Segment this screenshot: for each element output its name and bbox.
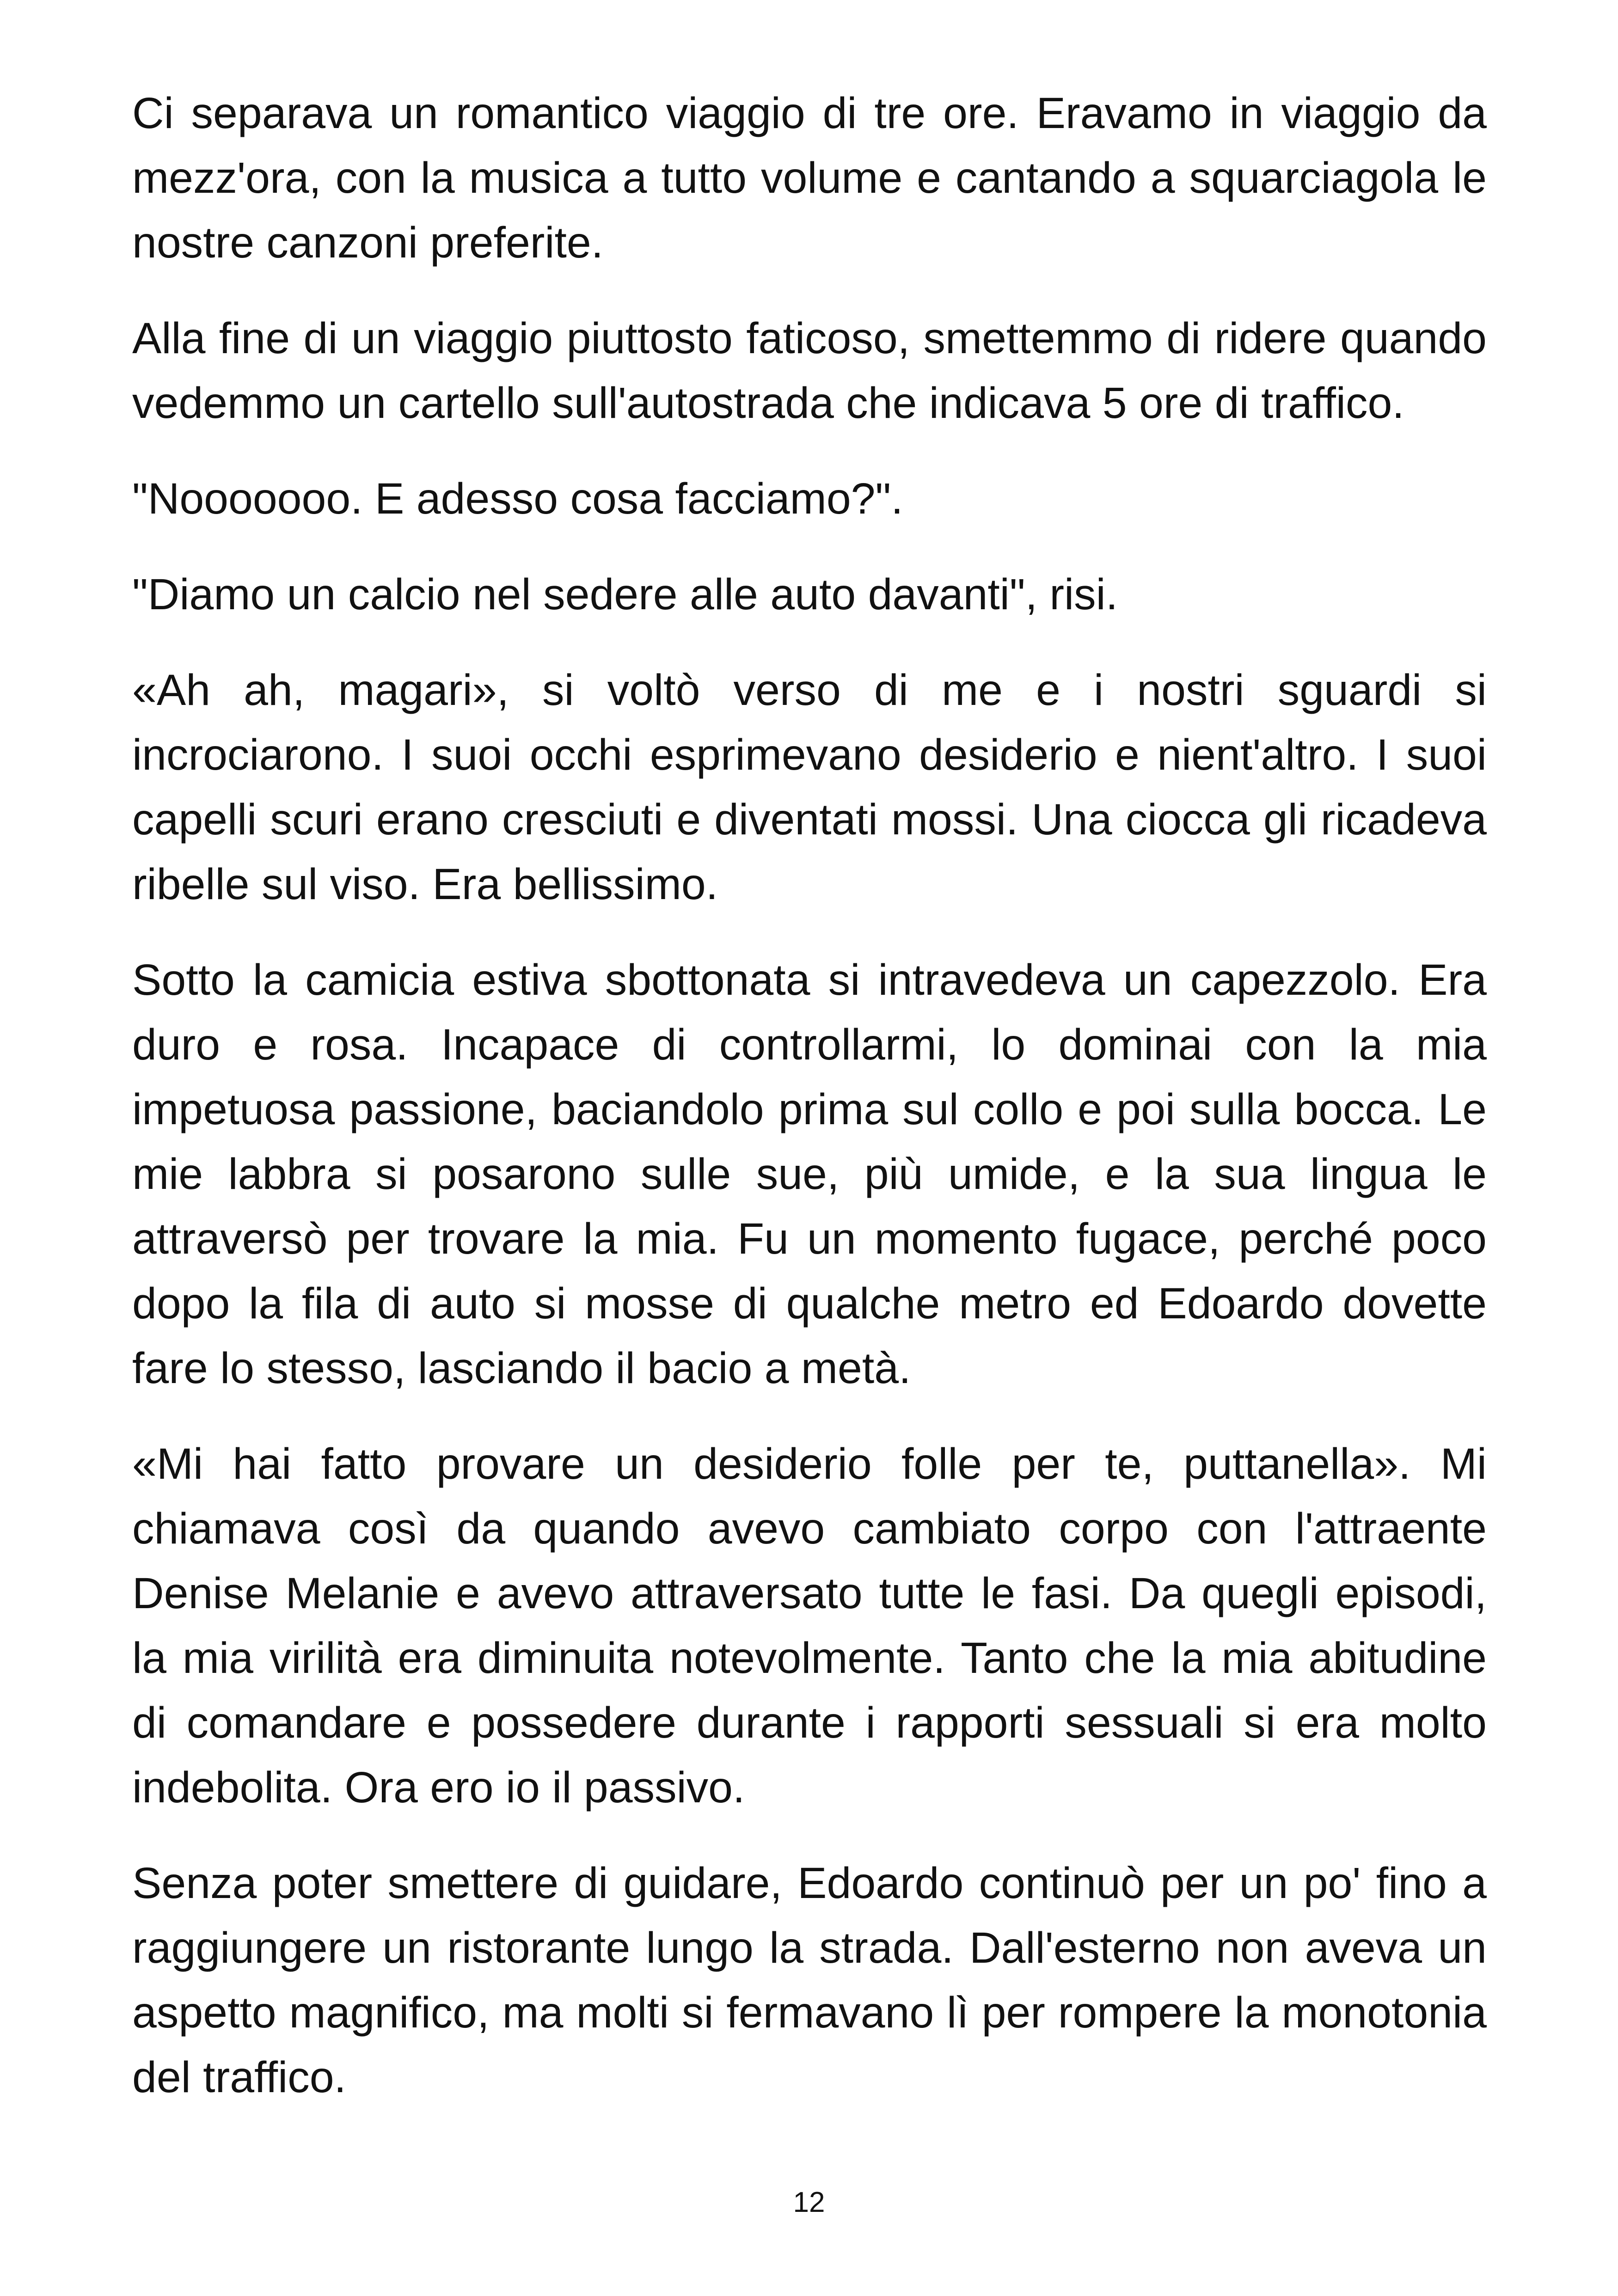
paragraph-4: "Diamo un calcio nel sedere alle auto davanti", risi.: [132, 570, 1118, 619]
paragraph-3: "Nooooooo. E adesso cosa facciamo?".: [132, 474, 903, 523]
paragraph-8: Senza poter smettere di guidare, Edoardo continuò per un po' fino a raggiungere un ristorante lungo la strada. Dall'esterno non aveva un aspetto magnifico, ma molti si fermavano lì per rompere la monotonia del traffico.: [132, 1859, 1487, 2102]
paragraph-2: Alla fine di un viaggio piuttosto faticoso, smettemmo di ridere quando vedemmo un cartello sull'autostrada che indicava 5 ore di traffico.: [132, 314, 1487, 428]
paragraph-7: «Mi hai fatto provare un desiderio folle per te, puttanella». Mi chiamava così da quando avevo cambiato corpo con l'attraente Denise Melanie e avevo attraversato tutte le fasi. Da quegli episodi, la mia virilità era diminuita notevolmente. Tanto che la mia abitudine di comandare e possedere durante i rapporti sessuali si era molto indebolita. Ora ero io il passivo.: [132, 1439, 1487, 1812]
page-number: 12: [793, 2186, 825, 2218]
paragraph-6: Sotto la camicia estiva sbottonata si intravedeva un capezzolo. Era duro e rosa. Incapace di controllarmi, lo dominai con la mia impetuosa passione, baciandolo prima sul collo e poi sulla bocca. Le mie labbra si posarono sulle sue, più umide, e la sua lingua le attraversò per trovare la mia. Fu un momento fugace, perché poco dopo la fila di auto si mosse di qualche metro ed Edoardo dovette fare lo stesso, lasciando il bacio a metà.: [132, 955, 1487, 1393]
paragraph-1: Ci separava un romantico viaggio di tre ore. Eravamo in viaggio da mezz'ora, con la musica a tutto volume e cantando a squarciagola le nostre canzoni preferite.: [132, 89, 1487, 267]
paragraph-5: «Ah ah, magari», si voltò verso di me e i nostri sguardi si incrociarono. I suoi occhi esprimevano desiderio e nient'altro. I suoi capelli scuri erano cresciuti e diventati mossi. Una ciocca gli ricadeva ribelle sul viso. Era bellissimo.: [132, 666, 1487, 909]
body-text: [132, 81, 1487, 2141]
